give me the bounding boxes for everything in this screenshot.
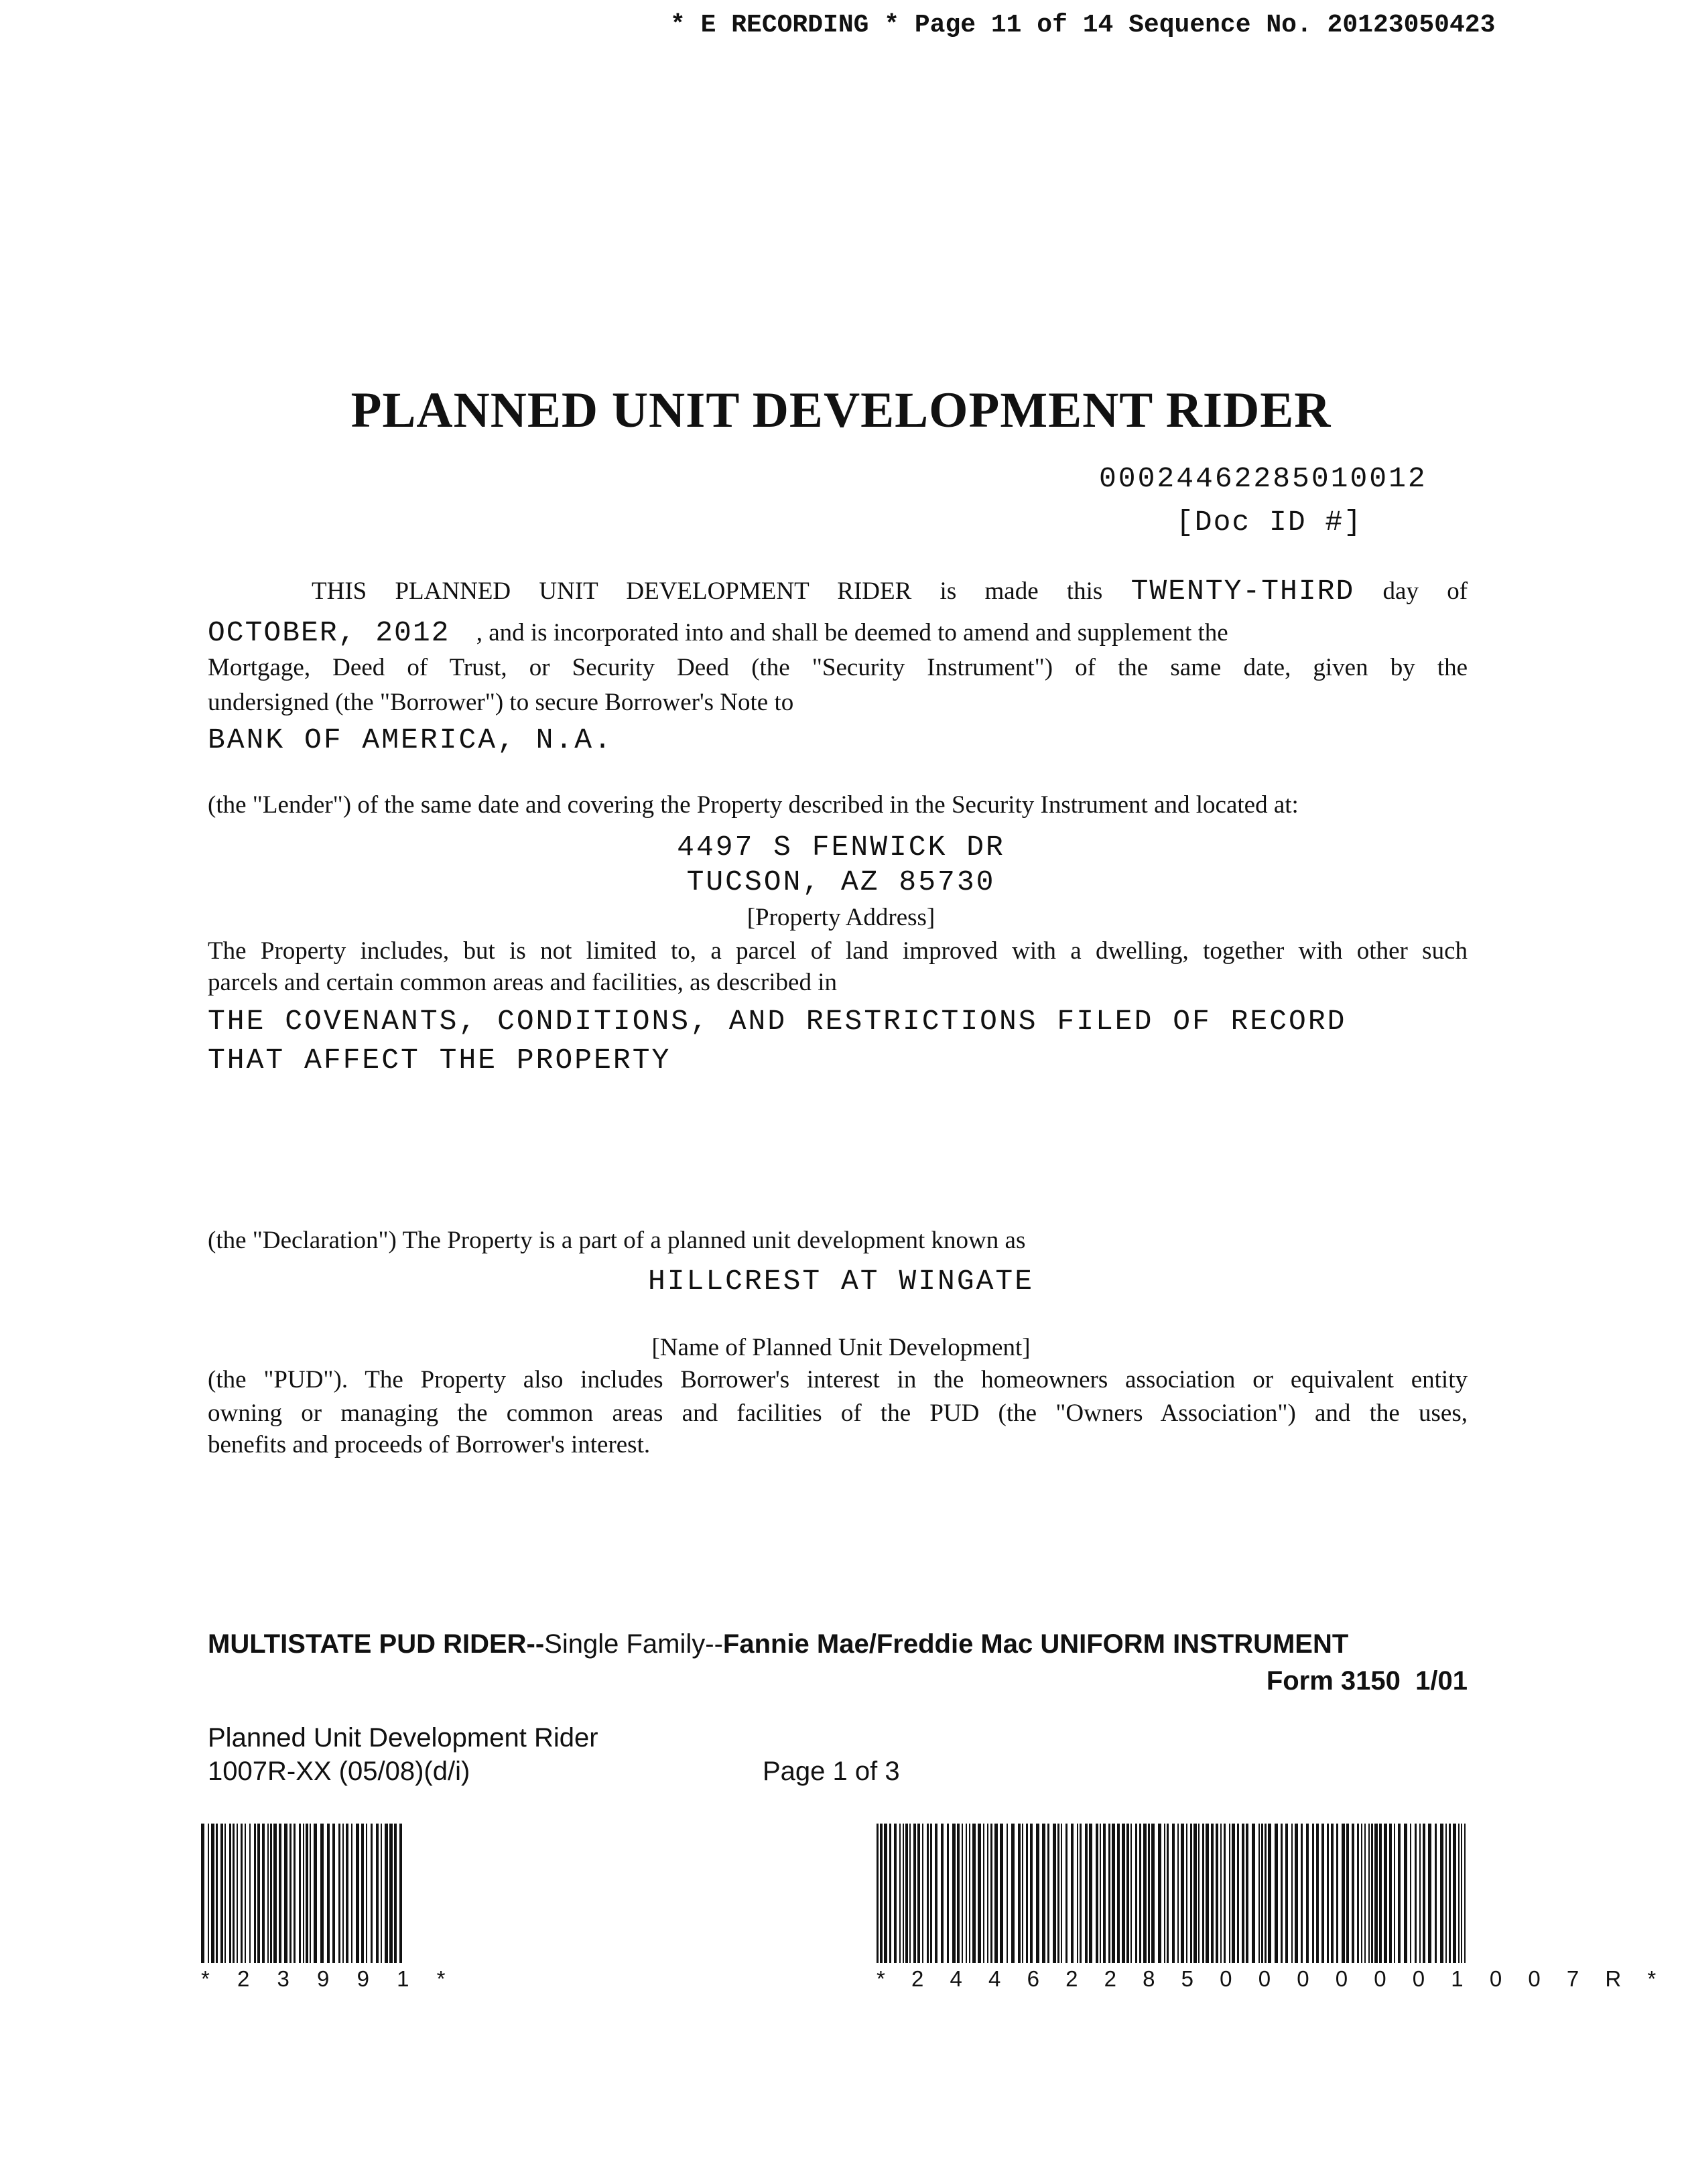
barcode-bar	[1435, 1824, 1437, 1963]
form-title-bold-1: MULTISTATE PUD RIDER--	[208, 1629, 545, 1659]
barcode-bar	[1423, 1824, 1425, 1963]
barcode-bar	[1410, 1824, 1411, 1963]
barcode-bar	[306, 1824, 308, 1963]
barcode-bar	[1122, 1824, 1125, 1963]
barcode-bar	[245, 1824, 246, 1963]
barcode-bar	[1285, 1824, 1288, 1963]
barcode-bar	[233, 1824, 235, 1963]
barcode-bar	[389, 1824, 393, 1963]
barcode-bar	[1077, 1824, 1078, 1963]
covenants-field-line-1: THE COVENANTS, CONDITIONS, AND RESTRICTIONS FILED OF RECORD	[208, 1005, 1347, 1038]
barcode-bar	[1061, 1824, 1062, 1963]
barcode-bar	[1164, 1824, 1165, 1963]
barcode-bar	[1190, 1824, 1192, 1963]
barcode-bar	[1117, 1824, 1120, 1963]
barcode-bar	[229, 1824, 231, 1963]
barcode-bar	[1172, 1824, 1175, 1963]
barcode-bar	[201, 1824, 204, 1963]
barcode-bar	[1065, 1824, 1068, 1963]
barcode-bar	[941, 1824, 944, 1963]
barcode-bar	[1246, 1824, 1248, 1963]
barcode-bar	[262, 1824, 265, 1963]
barcode-bar	[356, 1824, 359, 1963]
barcode-bar	[978, 1824, 981, 1963]
barcode-bar	[284, 1824, 287, 1963]
barcode-bar	[1458, 1824, 1460, 1963]
document-title: PLANNED UNIT DEVELOPMENT RIDER	[350, 383, 1332, 438]
barcode-bar	[1202, 1824, 1204, 1963]
barcode-bar	[913, 1824, 916, 1963]
barcode-bar	[1167, 1824, 1169, 1963]
barcode-bar	[1053, 1824, 1056, 1963]
barcode-bar	[1007, 1824, 1008, 1963]
barcode-bar	[935, 1824, 937, 1963]
paragraph-1-line-1	[208, 575, 1468, 608]
barcode-bar	[1036, 1824, 1039, 1963]
barcode-bar	[237, 1824, 238, 1963]
declaration-line: (the "Declaration") The Property is a part of a planned unit development known as	[208, 1227, 1026, 1254]
barcode-bar	[381, 1824, 382, 1963]
barcode-bar	[310, 1824, 311, 1963]
barcode-bar	[1026, 1824, 1028, 1963]
barcode-bar	[1275, 1824, 1278, 1963]
pud-description-line-3: benefits and proceeds of Borrower's interest.	[208, 1431, 651, 1458]
barcode-bar	[947, 1824, 949, 1963]
barcode-bar	[972, 1824, 976, 1963]
barcode-bar	[983, 1824, 984, 1963]
barcode-bar	[1130, 1824, 1132, 1963]
barcode-bar	[1364, 1824, 1366, 1963]
barcode-bar	[394, 1824, 397, 1963]
barcode-bar	[1177, 1824, 1179, 1963]
barcode-bar	[889, 1824, 891, 1963]
barcode-bar	[1143, 1824, 1147, 1963]
barcode-bar	[1089, 1824, 1092, 1963]
barcode-bar	[1312, 1824, 1314, 1963]
barcode-bar	[952, 1824, 956, 1963]
pud-name-label: [Name of Planned Unit Development]	[651, 1334, 1031, 1361]
barcode-bar	[1419, 1824, 1421, 1963]
doc-number: 00024462285010012	[1099, 462, 1427, 495]
property-description-line-2: parcels and certain common areas and facilities, as described in	[208, 969, 837, 996]
barcode-bar	[279, 1824, 281, 1963]
barcode-bar	[917, 1824, 920, 1963]
barcode-bar	[962, 1824, 963, 1963]
barcode-bar	[930, 1824, 932, 1963]
barcode-bar	[1151, 1824, 1155, 1963]
barcode-bar	[1346, 1824, 1349, 1963]
form-number: Form 3150 1/01	[1266, 1666, 1468, 1696]
barcode-bar	[1394, 1824, 1395, 1963]
barcode-bar	[1220, 1824, 1222, 1963]
barcode-bar	[294, 1824, 296, 1963]
barcode-bar	[987, 1824, 988, 1963]
barcode-bar	[1449, 1824, 1451, 1963]
barcode-bar	[351, 1824, 352, 1963]
property-address-label: [Property Address]	[747, 904, 935, 931]
recording-header: * E RECORDING * Page 11 of 14 Sequence No. 20123050423	[670, 11, 1496, 40]
barcode-left	[201, 1824, 402, 1963]
barcode-bar	[1445, 1824, 1447, 1963]
barcode-bar	[1336, 1824, 1338, 1963]
barcode-bar	[877, 1824, 879, 1963]
barcode-bar	[1352, 1824, 1354, 1963]
barcode-bar	[220, 1824, 223, 1963]
barcode-bar	[371, 1824, 373, 1963]
barcode-bar	[249, 1824, 251, 1963]
barcode-bar	[332, 1824, 335, 1963]
barcode-bar	[1242, 1824, 1244, 1963]
barcode-bar	[254, 1824, 256, 1963]
barcode-bar	[327, 1824, 330, 1963]
barcode-bar	[1464, 1824, 1466, 1963]
barcode-bar	[1428, 1824, 1431, 1963]
form-title-bold-2: Fannie Mae/Freddie Mac UNIFORM INSTRUMENT	[722, 1629, 1349, 1659]
barcode-bar	[1453, 1824, 1456, 1963]
barcode-bar	[1112, 1824, 1115, 1963]
barcode-bar	[1022, 1824, 1023, 1963]
barcode-bar	[273, 1824, 277, 1963]
barcode-bar	[1291, 1824, 1293, 1963]
barcode-bar	[241, 1824, 243, 1963]
barcode-bar	[1258, 1824, 1260, 1963]
barcode-bar	[1042, 1824, 1045, 1963]
rider-name: Planned Unit Development Rider	[208, 1723, 598, 1753]
barcode-bar	[1100, 1824, 1101, 1963]
barcode-bar	[1415, 1824, 1417, 1963]
barcode-bar	[320, 1824, 324, 1963]
barcode-bar	[267, 1824, 269, 1963]
lender-name-field: BANK OF AMERICA, N.A.	[208, 724, 613, 756]
barcode-bar	[1193, 1824, 1197, 1963]
barcode-bar	[208, 1824, 209, 1963]
barcode-bar	[1011, 1824, 1015, 1963]
barcode-bar	[1374, 1824, 1378, 1963]
month-year-field: OCTOBER, 2012	[208, 616, 450, 649]
barcode-bar	[1261, 1824, 1263, 1963]
barcode-bar	[1252, 1824, 1255, 1963]
barcode-bar	[1080, 1824, 1082, 1963]
doc-id-label: [Doc ID #]	[1176, 506, 1363, 539]
barcode-right-text: * 2 4 4 6 2 2 8 5 0 0 0 0 0 0 1 0 0 7 R *	[877, 1966, 1667, 1991]
paragraph-1-line-2	[208, 616, 1468, 650]
barcode-right	[877, 1824, 1466, 1963]
barcode-bar	[905, 1824, 908, 1963]
barcode-bar	[211, 1824, 214, 1963]
barcode-bar	[990, 1824, 992, 1963]
pud-name-field: HILLCREST AT WINGATE	[647, 1265, 1035, 1298]
barcode-bar	[1384, 1824, 1387, 1963]
barcode-bar	[1216, 1824, 1218, 1963]
barcode-bar	[1096, 1824, 1098, 1963]
rider-intro-text: THIS PLANNED UNIT DEVELOPMENT RIDER is made this	[312, 577, 1103, 605]
barcode-bar	[1181, 1824, 1184, 1963]
barcode-bar	[1103, 1824, 1106, 1963]
barcode-bar	[299, 1824, 301, 1963]
barcode-bar	[1389, 1824, 1392, 1963]
barcode-bar	[346, 1824, 348, 1963]
barcode-bar	[385, 1824, 388, 1963]
property-address-line-2: TUCSON, AZ 85730	[686, 866, 996, 898]
barcode-bar	[376, 1824, 379, 1963]
barcode-bar	[1379, 1824, 1382, 1963]
barcode-bar	[927, 1824, 929, 1963]
barcode-bar	[969, 1824, 970, 1963]
barcode-bar	[338, 1824, 340, 1963]
barcode-bar	[884, 1824, 887, 1963]
covenants-field-line-2: THAT AFFECT THE PROPERTY	[208, 1044, 671, 1077]
incorporation-text: , and is incorporated into and shall be deemed to amend and supplement the	[476, 619, 1228, 646]
barcode-bar	[909, 1824, 911, 1963]
form-title	[208, 1629, 1468, 1659]
barcode-bar	[1295, 1824, 1298, 1963]
barcode-bar	[957, 1824, 960, 1963]
barcode-bar	[1108, 1824, 1110, 1963]
barcode-bar	[303, 1824, 304, 1963]
lender-description: (the "Lender") of the same date and covering the Property described in the Security Instrument and located at:	[208, 791, 1299, 819]
barcode-bar	[1158, 1824, 1161, 1963]
barcode-bar	[1440, 1824, 1443, 1963]
barcode-bar	[257, 1824, 260, 1963]
barcode-bar	[1085, 1824, 1088, 1963]
barcode-bar	[361, 1824, 364, 1963]
barcode-bar	[1071, 1824, 1074, 1963]
form-title-regular: Single Family--	[544, 1629, 723, 1659]
barcode-bar	[1232, 1824, 1235, 1963]
property-description-line-1: The Property includes, but is not limited to, a parcel of land improved with a dwelling, together with other such	[208, 937, 1468, 965]
barcode-bar	[1030, 1824, 1033, 1963]
barcode-bar	[1224, 1824, 1226, 1963]
paragraph-1-line-3: Mortgage, Deed of Trust, or Security Deed (the "Security Instrument") of the same date, given by the	[208, 654, 1468, 681]
barcode-bar	[1301, 1824, 1303, 1963]
barcode-bar	[1148, 1824, 1150, 1963]
barcode-bar	[966, 1824, 967, 1963]
barcode-left-text: * 2 3 9 9 1 *	[201, 1966, 456, 1991]
barcode-bar	[1342, 1824, 1345, 1963]
pud-description-line-1: (the "PUD"). The Property also includes Borrower's interest in the homeowners association or equivalent entity	[208, 1366, 1468, 1393]
rider-code: 1007R-XX (05/08)(d/i)	[208, 1757, 470, 1786]
barcode-bar	[1135, 1824, 1137, 1963]
barcode-bar	[1321, 1824, 1324, 1963]
barcode-bar	[399, 1824, 402, 1963]
barcode-bar	[1198, 1824, 1200, 1963]
barcode-bar	[1306, 1824, 1309, 1963]
barcode-bar	[216, 1824, 218, 1963]
barcode-bar	[1126, 1824, 1129, 1963]
barcode-bar	[1371, 1824, 1373, 1963]
pud-description-line-2: owning or managing the common areas and facilities of the PUD (the "Owners Association") and the uses,	[208, 1400, 1468, 1427]
barcode-bar	[1268, 1824, 1271, 1963]
barcode-bar	[1000, 1824, 1003, 1963]
barcode-bar	[1229, 1824, 1230, 1963]
barcode-bar	[1357, 1824, 1359, 1963]
barcode-bar	[289, 1824, 292, 1963]
barcode-bar	[922, 1824, 923, 1963]
barcode-bar	[224, 1824, 226, 1963]
barcode-bar	[1331, 1824, 1334, 1963]
barcode-bar	[1237, 1824, 1239, 1963]
barcode-bar	[1186, 1824, 1187, 1963]
barcode-bar	[1206, 1824, 1209, 1963]
barcode-bar	[366, 1824, 367, 1963]
barcode-bar	[1057, 1824, 1059, 1963]
barcode-bar	[1281, 1824, 1283, 1963]
day-field: TWENTY-THIRD	[1130, 575, 1355, 608]
barcode-bar	[1139, 1824, 1141, 1963]
barcode-bar	[1361, 1824, 1362, 1963]
barcode-bar	[1404, 1824, 1407, 1963]
barcode-bar	[899, 1824, 901, 1963]
barcode-bar	[1211, 1824, 1214, 1963]
barcode-bar	[880, 1824, 883, 1963]
barcode-bar	[1316, 1824, 1319, 1963]
barcode-bar	[894, 1824, 897, 1963]
barcode-bar	[342, 1824, 344, 1963]
barcode-bar	[1368, 1824, 1370, 1963]
paragraph-1-line-4: undersigned (the "Borrower") to secure Borrower's Note to	[208, 689, 794, 716]
barcode-bar	[1018, 1824, 1021, 1963]
barcode-bar	[1461, 1824, 1462, 1963]
page-indicator: Page 1 of 3	[763, 1757, 900, 1786]
property-address-line-1: 4497 S FENWICK DR	[677, 831, 1005, 864]
barcode-bar	[1398, 1824, 1401, 1963]
barcode-bar	[314, 1824, 317, 1963]
day-of-text: day of	[1382, 577, 1468, 605]
barcode-bar	[994, 1824, 998, 1963]
barcode-bar	[903, 1824, 904, 1963]
barcode-bar	[1327, 1824, 1329, 1963]
barcode-bar	[1047, 1824, 1049, 1963]
barcode-bar	[270, 1824, 272, 1963]
barcode-bar	[1265, 1824, 1267, 1963]
